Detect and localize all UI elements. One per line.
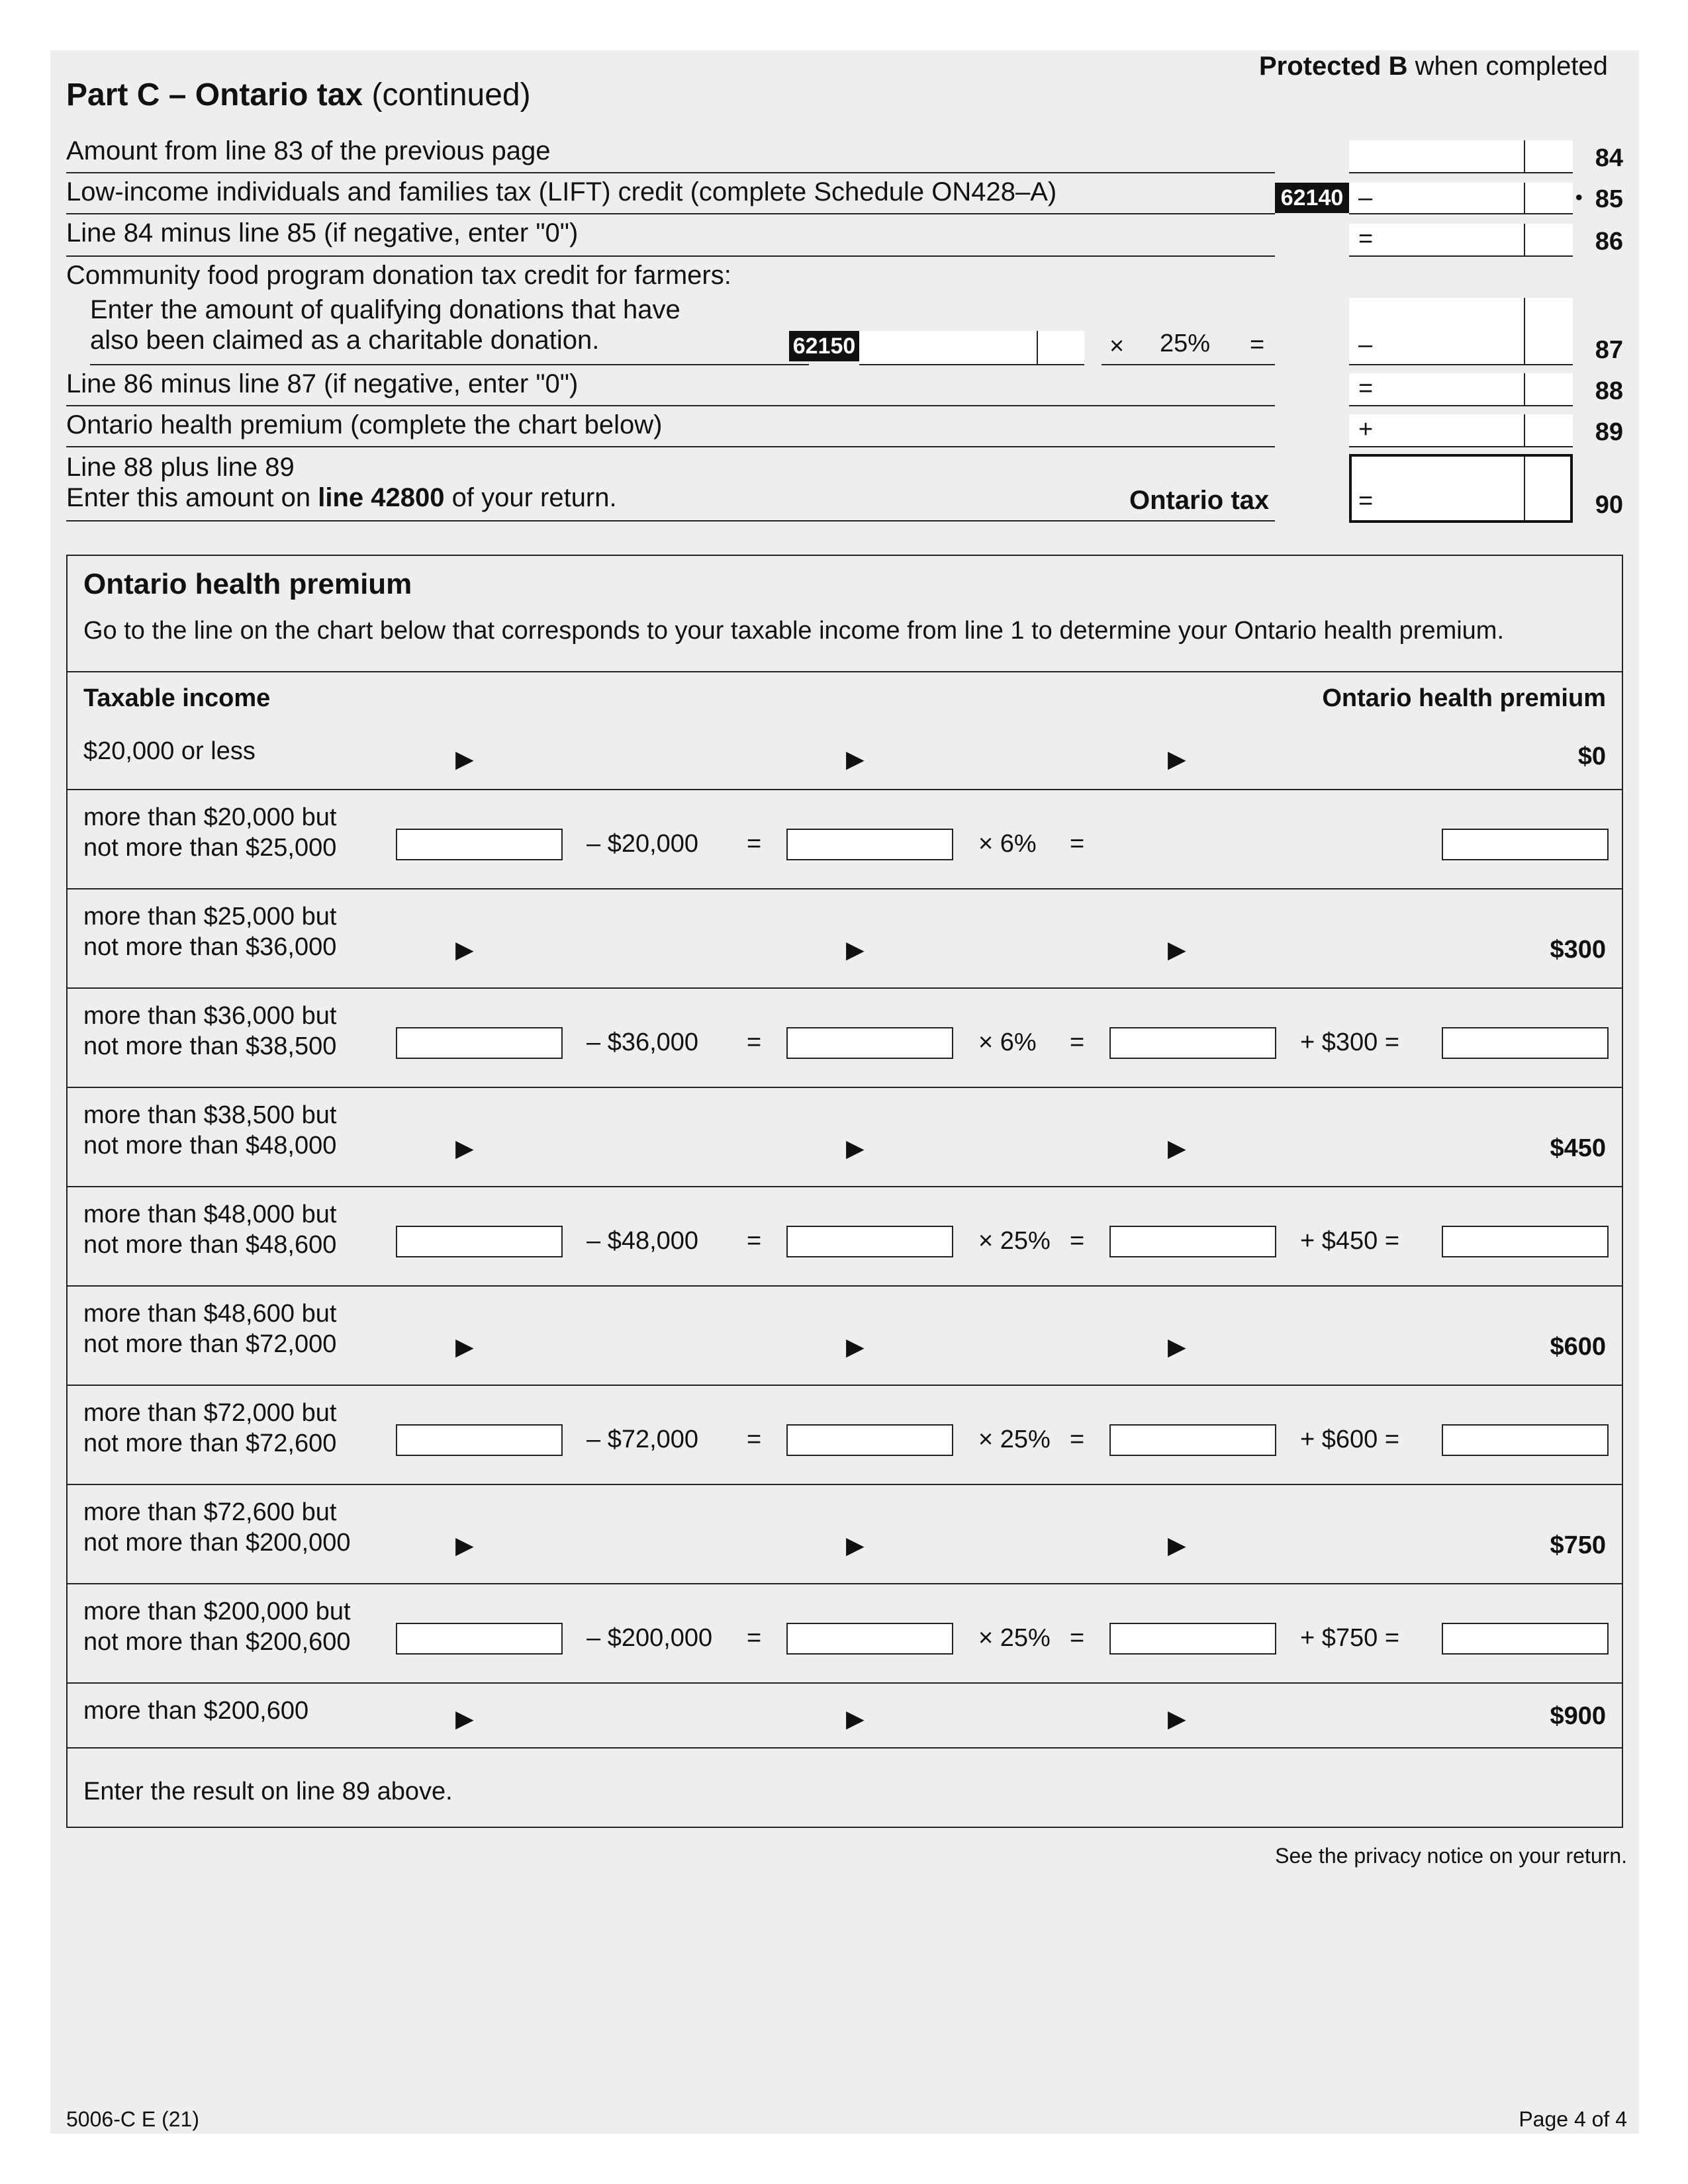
ohp-row-divider	[68, 1583, 1622, 1584]
line-85-label: Low-income individuals and families tax (LIFT) credit (complete Schedule ON428–A)	[66, 177, 1057, 206]
arrow-icon: ▶	[1168, 1705, 1186, 1732]
ohp-income-input[interactable]	[396, 1226, 563, 1257]
line-90-label: Line 88 plus line 89	[66, 453, 295, 482]
ohp-product-input[interactable]	[1109, 1226, 1276, 1257]
line-87-field[interactable]	[1349, 298, 1573, 364]
arrow-icon: ▶	[1168, 936, 1186, 963]
ohp-income-input[interactable]	[396, 1027, 563, 1059]
arrow-icon: ▶	[1168, 1333, 1186, 1360]
line-87-donation-field[interactable]	[859, 331, 1084, 364]
arrow-icon: ▶	[455, 936, 474, 963]
arrow-icon: ▶	[1168, 745, 1186, 772]
ohp-row-premium: $300	[1550, 936, 1606, 964]
ohp-difference-input[interactable]	[786, 1623, 953, 1655]
ohp-difference-input[interactable]	[786, 1027, 953, 1059]
ohp-row-divider	[68, 789, 1622, 790]
ohp-rate: × 25%	[978, 1624, 1051, 1652]
ohp-rate: × 6%	[978, 1028, 1037, 1056]
line-87-rate: 25%	[1160, 330, 1211, 357]
ohp-product-input[interactable]	[1109, 1424, 1276, 1456]
line-87-heading: Community food program donation tax credit for farmers:	[66, 261, 731, 290]
ohp-plus-amount: + $300 =	[1300, 1028, 1400, 1056]
page-title: Part C – Ontario tax (continued)	[66, 77, 531, 113]
page-number: Page 4 of 4	[1519, 2107, 1627, 2131]
ohp-row-income-b: not more than $25,000	[83, 834, 337, 862]
line-85-minus: –	[1358, 184, 1373, 212]
ohp-row-divider	[68, 1682, 1622, 1684]
ohp-equals: =	[747, 1426, 762, 1453]
ohp-row-divider	[68, 1747, 1622, 1749]
ohp-minus-amount: – $20,000	[586, 830, 699, 858]
ohp-row-income-a: more than $38,500 but	[83, 1101, 337, 1129]
line-86-label: Line 84 minus line 85 (if negative, enter "0")	[66, 218, 579, 248]
ohp-col-premium: Ontario health premium	[1322, 684, 1606, 712]
ohp-rate: × 6%	[978, 830, 1037, 858]
line-86-number: 86	[1595, 228, 1623, 255]
ohp-minus-amount: – $48,000	[586, 1227, 699, 1255]
ohp-col-taxable-income: Taxable income	[83, 684, 271, 712]
arrow-icon: ▶	[846, 1134, 865, 1161]
line-84-number: 84	[1595, 144, 1623, 172]
ohp-row-income-a: $20,000 or less	[83, 737, 256, 765]
ohp-equals-2: =	[1070, 1227, 1085, 1255]
ohp-row-income-b: not more than $38,500	[83, 1032, 337, 1060]
ontario-tax-label: Ontario tax	[1129, 486, 1270, 515]
line-89-field[interactable]	[1349, 414, 1573, 446]
arrow-icon: ▶	[846, 936, 865, 963]
arrow-icon: ▶	[1168, 1531, 1186, 1559]
arrow-icon: ▶	[846, 1333, 865, 1360]
ohp-row-premium: $900	[1550, 1702, 1606, 1730]
ohp-minus-amount: – $72,000	[586, 1426, 699, 1453]
arrow-icon: ▶	[455, 1705, 474, 1732]
ohp-row-premium: $600	[1550, 1333, 1606, 1361]
line-86-field[interactable]	[1349, 224, 1573, 255]
arrow-icon: ▶	[846, 1705, 865, 1732]
privacy-notice: See the privacy notice on your return.	[1275, 1844, 1627, 1868]
line-88-label: Line 86 minus line 87 (if negative, enter "0")	[66, 369, 579, 398]
ohp-row-income-b: not more than $200,600	[83, 1628, 351, 1656]
line-86-equals: =	[1358, 225, 1374, 253]
ohp-intro: Go to the line on the chart below that corresponds to your taxable income from line 1 to determine your Ontario health premium.	[83, 617, 1505, 645]
arrow-icon: ▶	[846, 1531, 865, 1559]
ohp-row-income-b: not more than $200,000	[83, 1529, 351, 1557]
ohp-row-income-b: not more than $48,000	[83, 1132, 337, 1160]
line-87-text-b: also been claimed as a charitable donation.	[90, 326, 600, 355]
ohp-row-divider	[68, 1186, 1622, 1187]
ohp-row-income-a: more than $72,000 but	[83, 1399, 337, 1427]
arrow-icon: ▶	[455, 1531, 474, 1559]
ohp-row-divider	[68, 987, 1622, 989]
ohp-premium-input[interactable]	[1442, 1424, 1609, 1456]
ohp-row-premium: $0	[1577, 743, 1606, 770]
protected-b-notice: Protected B when completed	[1259, 52, 1608, 81]
ohp-row-income-a: more than $72,600 but	[83, 1498, 337, 1526]
line-87-times: ×	[1109, 332, 1125, 360]
ohp-row-income-b: not more than $72,600	[83, 1430, 337, 1457]
ohp-plus-amount: + $750 =	[1300, 1624, 1400, 1652]
ohp-income-input[interactable]	[396, 1424, 563, 1456]
ontario-health-premium-chart	[66, 555, 1623, 1828]
line-87-eq: =	[1250, 331, 1265, 359]
ohp-row-income-a: more than $48,000 but	[83, 1201, 337, 1228]
ohp-row-income-a: more than $48,600 but	[83, 1300, 337, 1328]
ohp-title: Ontario health premium	[83, 568, 412, 600]
ohp-row-income-a: more than $36,000 but	[83, 1002, 337, 1030]
ohp-equals: =	[747, 1227, 762, 1255]
line-88-number: 88	[1595, 377, 1623, 405]
arrow-icon: ▶	[1168, 1134, 1186, 1161]
ohp-minus-amount: – $36,000	[586, 1028, 699, 1056]
line-87-minus: –	[1358, 331, 1373, 359]
line-90-number: 90	[1595, 491, 1623, 519]
line-87-code: 62150	[789, 331, 859, 361]
ohp-premium-input[interactable]	[1442, 1027, 1609, 1059]
ohp-premium-input[interactable]	[1442, 1623, 1609, 1655]
ohp-minus-amount: – $200,000	[586, 1624, 713, 1652]
line-85-code: 62140	[1275, 183, 1349, 213]
line-85-bullet: •	[1575, 187, 1583, 208]
line-89-plus: +	[1358, 416, 1374, 443]
form-identifier: 5006-C E (21)	[66, 2107, 199, 2131]
line-84-field[interactable]	[1349, 140, 1573, 172]
ohp-equals-2: =	[1070, 830, 1085, 858]
ohp-row-income-b: not more than $72,000	[83, 1330, 337, 1358]
ohp-row-divider	[68, 888, 1622, 889]
arrow-icon: ▶	[455, 1333, 474, 1360]
ohp-equals-2: =	[1070, 1028, 1085, 1056]
line-88-field[interactable]	[1349, 373, 1573, 405]
ohp-row-income-b: not more than $36,000	[83, 933, 337, 961]
ohp-row-income-b: not more than $48,600	[83, 1231, 337, 1259]
ohp-row-premium: $750	[1550, 1531, 1606, 1559]
ohp-plus-amount: + $450 =	[1300, 1227, 1400, 1255]
line-84-label: Amount from line 83 of the previous page	[66, 136, 551, 165]
ohp-equals: =	[747, 830, 762, 858]
ohp-difference-input[interactable]	[786, 1424, 953, 1456]
ohp-row-premium: $450	[1550, 1134, 1606, 1162]
ohp-row-divider	[68, 1484, 1622, 1485]
ohp-equals-2: =	[1070, 1624, 1085, 1652]
arrow-icon: ▶	[455, 1134, 474, 1161]
ohp-equals-2: =	[1070, 1426, 1085, 1453]
ohp-row-divider	[68, 1385, 1622, 1386]
ohp-product-input[interactable]	[1109, 1027, 1276, 1059]
ohp-row-income-a: more than $200,000 but	[83, 1598, 351, 1625]
ohp-income-input[interactable]	[396, 1623, 563, 1655]
line-85-number: 85	[1595, 185, 1623, 213]
ohp-row-income-a: more than $25,000 but	[83, 903, 337, 931]
line-89-label: Ontario health premium (complete the chart below)	[66, 410, 663, 439]
line-90-field[interactable]	[1349, 454, 1573, 523]
ohp-row-divider	[68, 1285, 1622, 1287]
ohp-product-input[interactable]	[1109, 1623, 1276, 1655]
ohp-difference-input[interactable]	[786, 829, 953, 860]
ohp-footer: Enter the result on line 89 above.	[83, 1778, 453, 1805]
ohp-row-income-a: more than $20,000 but	[83, 803, 337, 831]
arrow-icon: ▶	[846, 745, 865, 772]
line-88-equals: =	[1358, 375, 1374, 402]
ohp-equals: =	[747, 1624, 762, 1652]
ohp-difference-input[interactable]	[786, 1226, 953, 1257]
ohp-plus-amount: + $600 =	[1300, 1426, 1400, 1453]
line-87-number: 87	[1595, 336, 1623, 364]
line-89-number: 89	[1595, 418, 1623, 446]
line-87-text-a: Enter the amount of qualifying donations that have	[90, 295, 680, 324]
line-90-instruction: Enter this amount on line 42800 of your return.	[66, 483, 617, 512]
ohp-premium-input[interactable]	[1442, 829, 1609, 860]
ohp-rate: × 25%	[978, 1426, 1051, 1453]
ohp-row-income-a: more than $200,600	[83, 1697, 309, 1725]
ohp-row-divider	[68, 1087, 1622, 1088]
ohp-income-input[interactable]	[396, 829, 563, 860]
ohp-premium-input[interactable]	[1442, 1226, 1609, 1257]
ohp-equals: =	[747, 1028, 762, 1056]
ohp-rate: × 25%	[978, 1227, 1051, 1255]
arrow-icon: ▶	[455, 745, 474, 772]
line-85-field[interactable]	[1349, 183, 1573, 213]
line-90-equals: =	[1358, 487, 1374, 515]
